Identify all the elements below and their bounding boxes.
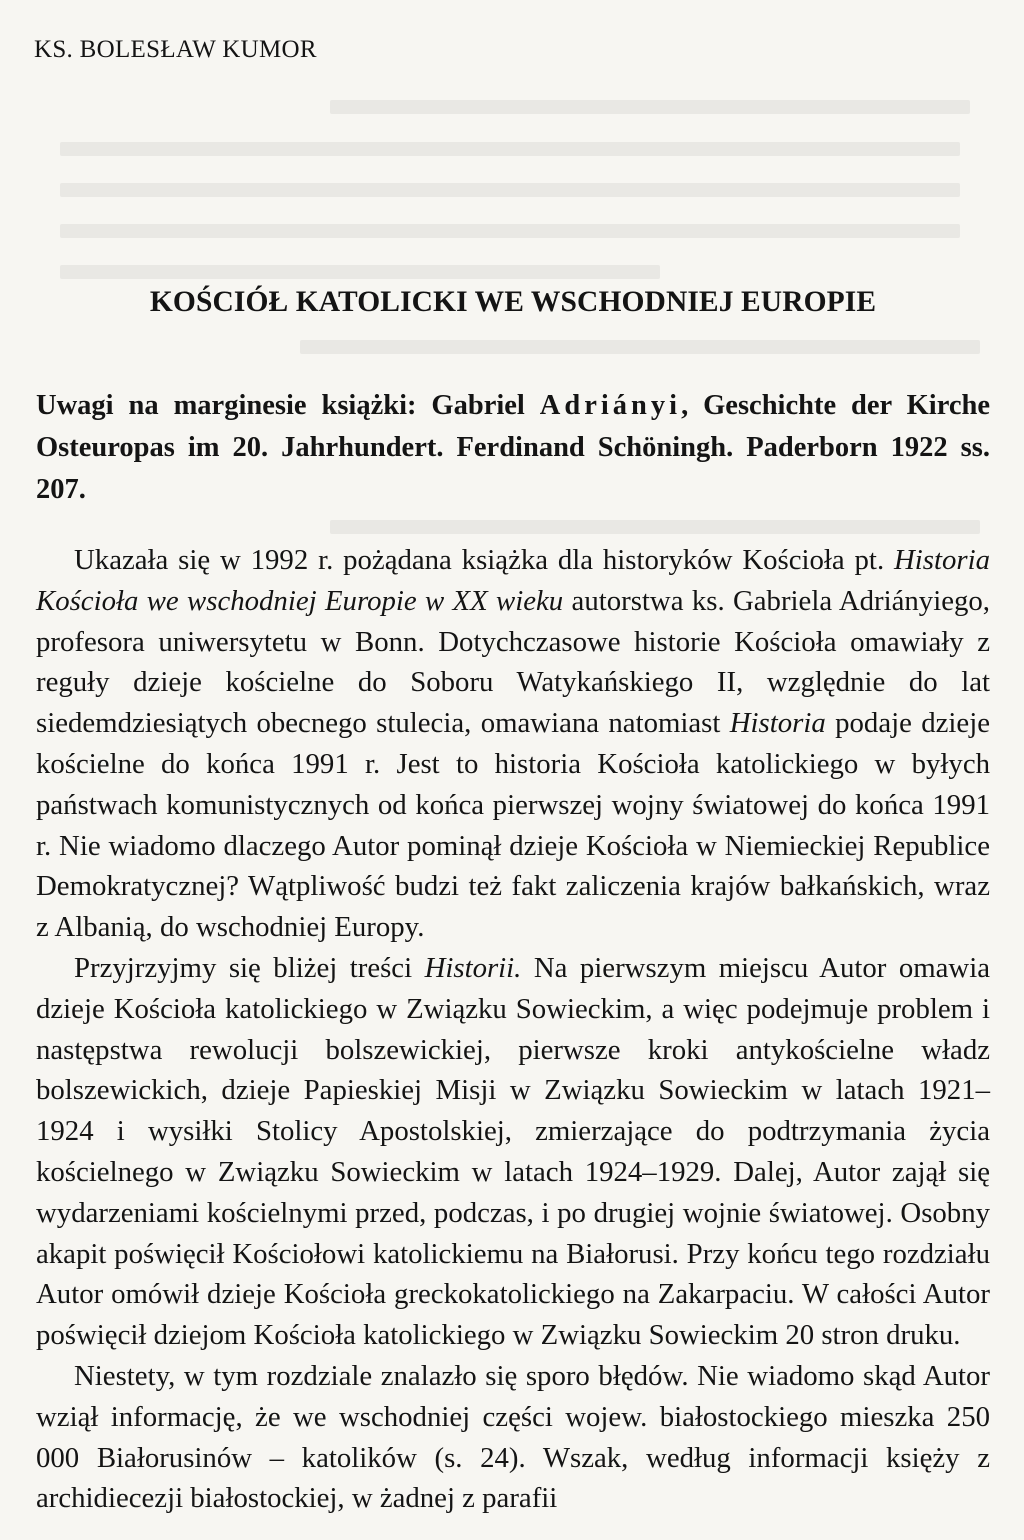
paragraph-3: Niestety, w tym rozdziale znalazło się sporo błędów. Nie wiadomo skąd Autor wziął informację, że we wschodniej części wojew. białostockiego mieszka 250 000 Białorusinów – katolików (s. 24). Wszak, według informacji księży z archidiecezji białostockiej, w żadnej z parafii (36, 1359, 990, 1515)
article-title: KOŚCIÓŁ KATOLICKI WE WSCHODNIEJ EUROPIE (149, 286, 877, 318)
subtitle-author: Adriányi (539, 390, 682, 421)
paragraph-1-text-a: Ukazała się w 1992 r. pożądana książka dla historyków Kościoła pt. (74, 544, 894, 576)
paragraph-1-italic-title: Historia Kościoła we wschodniej Europie w XX wieku (36, 544, 990, 617)
paragraph-2-italic-historii: Historii. (424, 951, 522, 984)
subtitle-prefix: Uwagi na marginesie książki: Gabriel (36, 390, 540, 421)
subtitle-suffix: , Geschichte der Kirche Osteuropas im 20. Jahrhundert. Ferdinand Schöningh. Paderborn 1922 ss. 207. (36, 390, 990, 505)
paragraph-2-text-a: Przyjrzyjmy się bliżej treści (74, 951, 425, 984)
running-head: KS. BOLESŁAW KUMOR (34, 36, 317, 63)
paragraph-1-text-c: podaje dzieje kościelne do końca 1991 r. Jest to historia Kościoła katolickiego w byłych państwach komunistycznych od końca pierwszej wojny światowej do końca 1991 r. Nie wiadomo dlaczego Autor pominął dzieje Kościoła w Niemieckiej Republice Demokratycznej? Wątpliwość budzi też fakt zaliczenia krajów bałkańskich, wraz z Albanią, do wschodniej Europy. (36, 707, 990, 944)
paragraph-1 (36, 540, 990, 948)
paragraph-1-italic-historia: Historia (729, 707, 826, 740)
article-subtitle (36, 385, 990, 511)
paragraph-2 (36, 948, 990, 1356)
article-body (36, 540, 990, 1519)
paragraph-1-text-b: autorstwa ks. Gabriela Adriányiego, profesora uniwersytetu w Bonn. Dotychczasowe historie Kościoła omawiały z reguły dzieje kościelne do Soboru Watykańskiego II, względnie do lat siedemdziesiątych obecnego stulecia, omawiana natomiast (36, 584, 990, 740)
paragraph-2-text-b: Na pierwszym miejscu Autor omawia dzieje Kościoła katolickiego w Związku Sowieckim, a więc podejmuje problem i następstwa rewolucji bolszewickiej, pierwsze kroki antykościelne władz bolszewickich, dzieje Papieskiej Misji w Związku Sowieckim w latach 1921–1924 i wysiłki Stolicy Apostolskiej, zmierzające do podtrzymania życia kościelnego w Związku Sowieckim w latach 1924–1929. Dalej, Autor zajął się wydarzeniami kościelnymi przed, podczas, i po drugiej wojnie światowej. Osobny akapit poświęcił Kościołowi katolickiemu na Białorusi. Przy końcu tego rozdziału Autor omówił dzieje Kościoła greckokatolickiego na Zakarpaciu. W całości Autor poświęcił dziejom Kościoła katolickiego w Związku Sowieckim 20 stron druku. (36, 951, 990, 1352)
